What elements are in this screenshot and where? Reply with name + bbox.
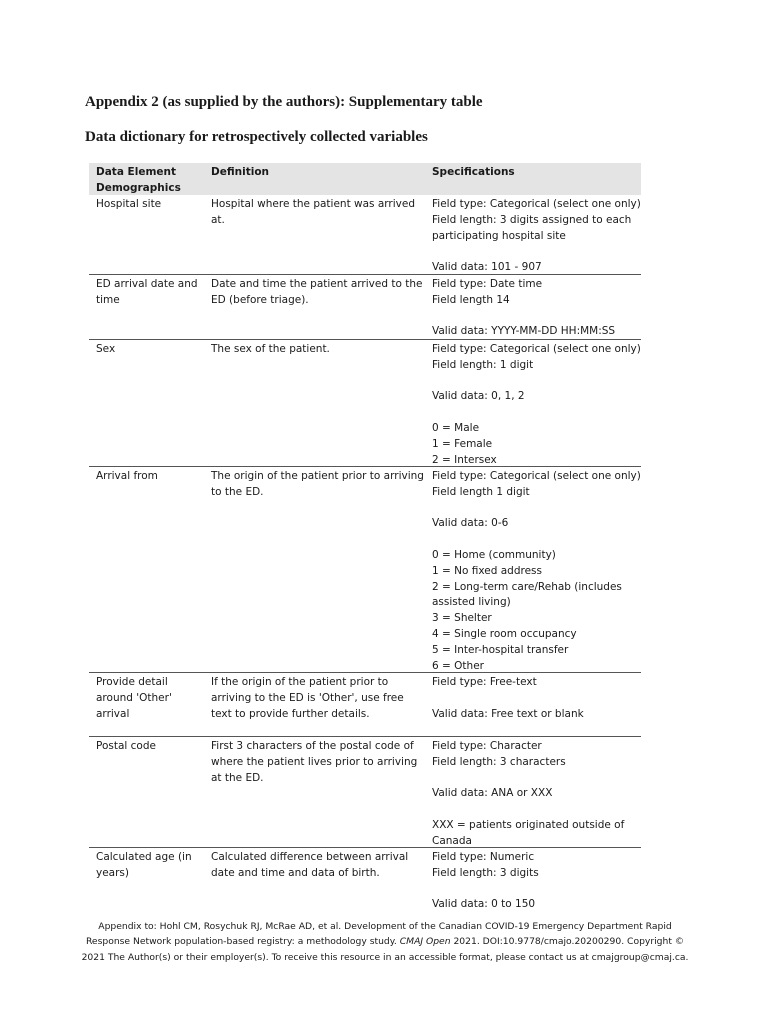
cell-definition: If the origin of the patient prior to arriving to the ED is 'Other', use free text to provide further details. xyxy=(211,676,404,720)
spec-spacer xyxy=(432,309,641,325)
cell-definition: Hospital where the patient was arrived at. xyxy=(211,198,416,226)
cell-definition: The sex of the patient. xyxy=(211,343,330,355)
spec-line: Valid data: ANA or XXX xyxy=(432,787,553,800)
spec-line: Field length: 3 characters xyxy=(432,755,566,768)
cell-specifications xyxy=(425,340,641,466)
spec-line: 3 = Shelter xyxy=(432,612,492,625)
table-caption: Data dictionary for retrospectively collected variables xyxy=(85,129,428,145)
spec-line: Valid data: 101 - 907 xyxy=(432,261,542,274)
spec-spacer xyxy=(432,374,641,390)
spec-line: Field length: 1 digit xyxy=(432,358,534,371)
spec-spacer xyxy=(432,532,641,548)
cell-definition: Date and time the patient arrived to the ED (before triage). xyxy=(211,278,423,306)
cell-data-element: Sex xyxy=(96,343,116,355)
spec-spacer xyxy=(432,244,641,260)
header-specifications: Specifications xyxy=(432,166,515,178)
cell-definition: First 3 characters of the postal code of where the patient lives prior to arriving at the ED. xyxy=(211,740,418,784)
spec-line: Field length 14 xyxy=(432,293,510,306)
spec-line: Field type: Date time xyxy=(432,278,543,290)
cell-data-element: Calculated age (in years) xyxy=(96,851,192,879)
cell-data-element: Provide detail around 'Other' arrival xyxy=(96,676,172,720)
spec-spacer xyxy=(432,882,641,898)
spec-line: Field length: 3 digits xyxy=(432,866,539,879)
document-title: Appendix 2 (as supplied by the authors): Supplementary table xyxy=(85,94,483,110)
table-row xyxy=(89,736,641,847)
table-row xyxy=(89,339,641,466)
cell-specifications xyxy=(425,195,641,274)
spec-line: 1 = No fixed address xyxy=(432,564,542,577)
spec-line: 1 = Female xyxy=(432,437,493,450)
cell-definition: Calculated difference between arrival date and time and data of birth. xyxy=(211,851,409,879)
table-body xyxy=(89,195,641,914)
section-heading-demographics: Demographics xyxy=(96,182,181,194)
spec-line: Field length 1 digit xyxy=(432,485,530,498)
spec-line: Field type: Categorical (select one only) xyxy=(432,198,641,210)
spec-line: Valid data: 0 to 150 xyxy=(432,898,536,911)
spec-spacer xyxy=(432,691,641,707)
cell-specifications xyxy=(425,737,641,847)
table-row xyxy=(89,195,641,274)
spec-line: 2 = Intersex xyxy=(432,453,497,466)
spec-line: 4 = Single room occupancy xyxy=(432,627,577,640)
cell-data-element: Postal code xyxy=(96,740,156,752)
table-header-row xyxy=(89,163,641,195)
spec-line: Valid data: 0-6 xyxy=(432,517,509,530)
footer-citation: Appendix to: Hohl CM, Rosychuk RJ, McRae AD, et al. Development of the Canadian COVID-19 Emergency Department Rapid Response Network population-based registry: a methodology study. xyxy=(85,921,672,948)
cell-data-element: Arrival from xyxy=(96,470,158,482)
table-row xyxy=(89,672,641,736)
table-row xyxy=(89,466,641,672)
spec-line: Valid data: Free text or blank xyxy=(432,707,584,720)
table-row xyxy=(89,274,641,339)
cell-specifications xyxy=(425,848,641,914)
cell-data-element: Hospital site xyxy=(96,198,162,210)
spec-line: Field type: Categorical (select one only) xyxy=(432,343,641,355)
spec-line: Field type: Character xyxy=(432,740,542,752)
cell-specifications xyxy=(425,467,641,672)
cell-data-element: ED arrival date and time xyxy=(96,278,198,306)
spec-spacer xyxy=(432,501,641,517)
spec-spacer xyxy=(432,405,641,421)
header-data-element: Data Element xyxy=(96,166,177,178)
page-footer xyxy=(80,919,690,965)
cell-specifications xyxy=(425,275,641,339)
spec-line: 0 = Home (community) xyxy=(432,548,556,561)
spec-line: Valid data: 0, 1, 2 xyxy=(432,390,525,403)
spec-line: 2 = Long-term care/Rehab (includes assisted living) xyxy=(432,580,622,609)
spec-line: 6 = Other xyxy=(432,659,484,672)
footer-journal-name: CMAJ Open xyxy=(399,936,451,948)
spec-line: Valid data: YYYY-MM-DD HH:MM:SS xyxy=(432,325,616,338)
spec-spacer xyxy=(432,802,641,818)
spec-line: XXX = patients originated outside of Canada xyxy=(432,818,625,847)
spec-line: Field length: 3 digits assigned to each participating hospital site xyxy=(432,213,632,242)
table-row xyxy=(89,847,641,914)
spec-line: 5 = Inter-hospital transfer xyxy=(432,643,569,656)
spec-line: Field type: Numeric xyxy=(432,851,535,863)
footer-copyright: 2021. DOI:10.9778/cmajo.20200290. Copyright © 2021 The Author(s) or their employer(s). To receive this resource in an accessible format, please contact us at cmajgroup@cmaj.ca. xyxy=(81,936,689,963)
cell-definition: The origin of the patient prior to arriving to the ED. xyxy=(211,470,424,498)
spec-line: Field type: Categorical (select one only) xyxy=(432,470,641,482)
spec-line: Field type: Free-text xyxy=(432,676,537,688)
spec-spacer xyxy=(432,771,641,787)
header-definition: Definition xyxy=(211,166,270,178)
cell-specifications xyxy=(425,673,641,736)
spec-line: 0 = Male xyxy=(432,421,480,434)
data-dictionary-table xyxy=(89,163,641,914)
